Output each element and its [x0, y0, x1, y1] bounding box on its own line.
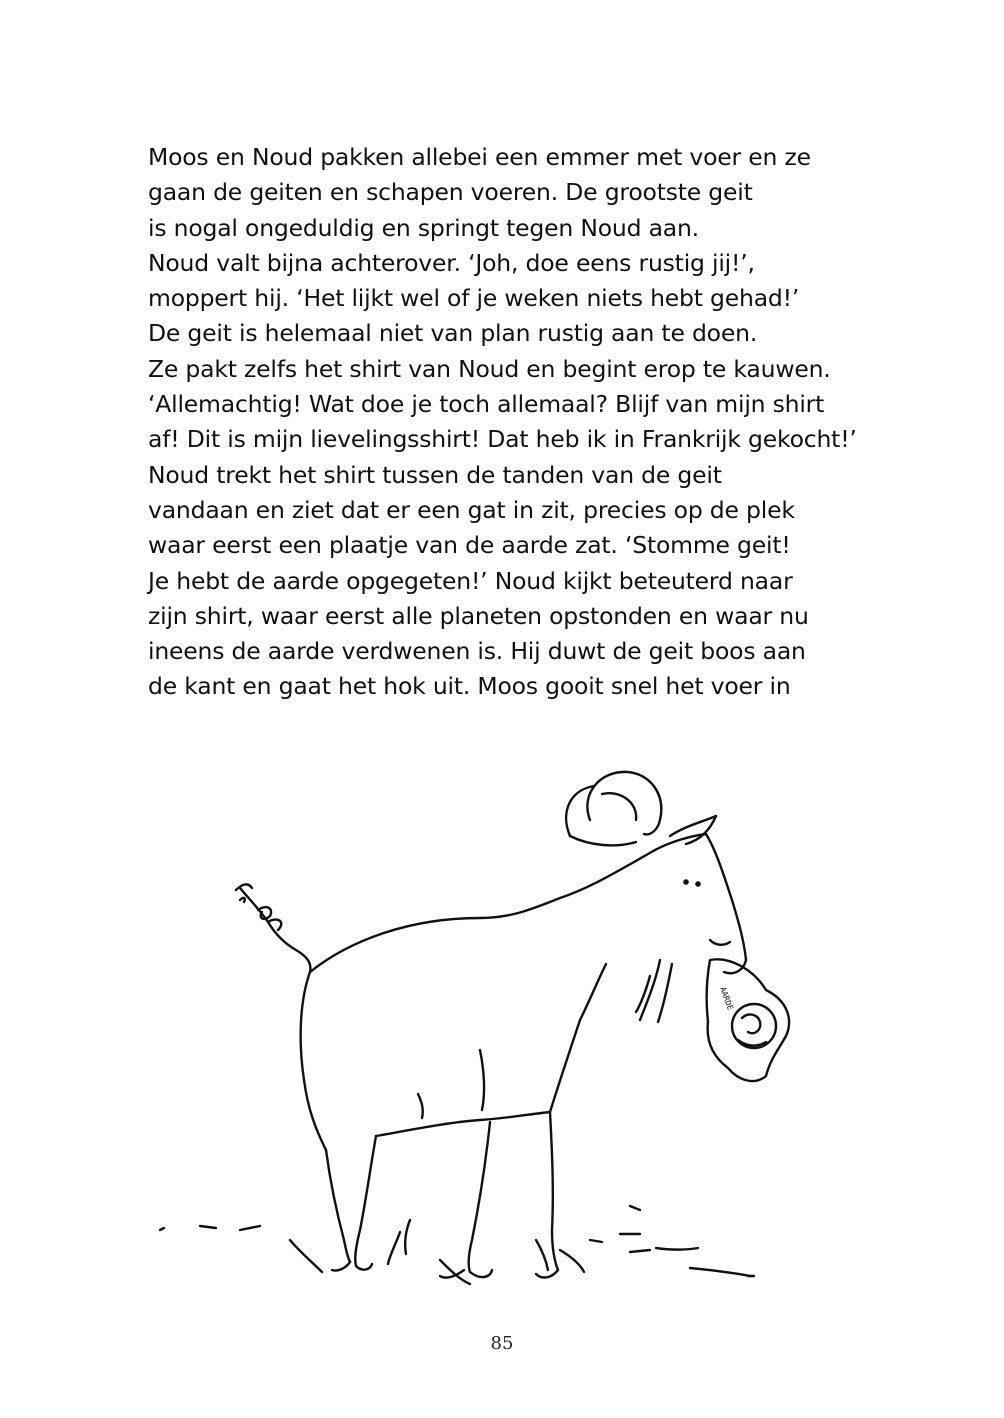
- text-line: Noud valt bijna achterover. ‘Joh, doe eens rustig jij!’,: [148, 248, 755, 277]
- text-line: zijn shirt, waar eerst alle planeten opstonden en waar nu: [148, 601, 809, 630]
- goat-illustration: [150, 750, 810, 1290]
- shirt-label: AARDE: [718, 985, 735, 1012]
- text-line: gaan de geiten en schapen voeren. De grootste geit: [148, 178, 753, 207]
- text-line: waar eerst een plaatje van de aarde zat. ‘Stomme geit!: [148, 531, 791, 560]
- text-line: is nogal ongeduldig en springt tegen Noud aan.: [148, 213, 699, 242]
- text-line: af! Dit is mijn lievelingsshirt! Dat heb ik in Frankrijk gekocht!’: [148, 425, 857, 454]
- text-line: vandaan en ziet dat er een gat in zit, precies op de plek: [148, 495, 795, 524]
- body-paragraph: [148, 140, 908, 705]
- text-line: ‘Allemachtig! Wat doe je toch allemaal? Blijf van mijn shirt: [148, 390, 825, 419]
- text-line: Je hebt de aarde opgegeten!’ Noud kijkt beteuterd naar: [148, 566, 793, 595]
- text-line: de kant en gaat het hok uit. Moos gooit snel het voer in: [148, 672, 791, 701]
- text-line: Ze pakt zelfs het shirt van Noud en begint erop te kauwen.: [148, 354, 831, 383]
- page-number: 85: [490, 1333, 514, 1354]
- text-line: Moos en Noud pakken allebei een emmer met voer en ze: [148, 143, 811, 171]
- text-line: moppert hij. ‘Het lijkt wel of je weken niets hebt gehad!’: [148, 284, 800, 313]
- text-line: Noud trekt het shirt tussen de tanden van de geit: [148, 460, 722, 489]
- text-line: De geit is helemaal niet van plan rustig aan te doen.: [148, 319, 758, 348]
- goat-drawing-icon: [150, 750, 810, 1290]
- text-line: ineens de aarde verdwenen is. Hij duwt de geit boos aan: [148, 637, 806, 666]
